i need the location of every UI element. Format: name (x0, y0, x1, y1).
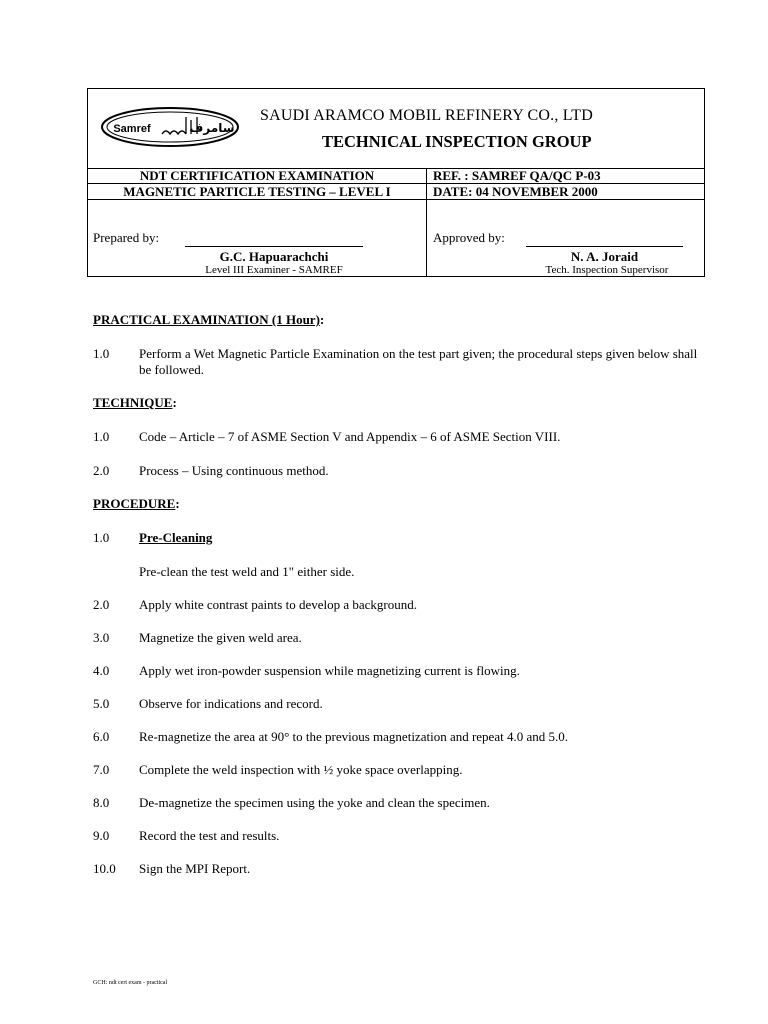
technique-item-2: 2.0 Process – Using continuous method. (93, 463, 329, 478)
approved-name: N. A. Joraid (570, 249, 639, 264)
logo-text-en: Samref (113, 123, 151, 135)
procedure-item: 3.0 Magnetize the given weld area. (93, 630, 302, 645)
header-top (88, 89, 704, 169)
header-row-subject (88, 184, 704, 200)
exam-subtitle: MAGNETIC PARTICLE TESTING – LEVEL I (88, 184, 427, 199)
procedure-item: 10.0 Sign the MPI Report. (93, 861, 251, 876)
issue-date: DATE: 04 NOVEMBER 2000 (433, 184, 598, 199)
technique-heading: TECHNIQUE: (93, 395, 177, 410)
procedure-item: 2.0 Apply white contrast paints to develop a background. (93, 597, 417, 612)
approved-label: Approved by: (433, 230, 505, 245)
ref-number: REF. : SAMREF QA/QC P-03 (433, 168, 601, 183)
practical-item-1: 1.0 Perform a Wet Magnetic Particle Examination on the test part given; the procedural steps given below shall be followed. (93, 346, 698, 377)
procedure-item: 5.0 Observe for indications and record. (93, 696, 323, 711)
prepared-role: Level III Examiner - SAMREF (205, 264, 343, 276)
practical-heading: PRACTICAL EXAMINATION (1 Hour): (93, 312, 325, 327)
procedure-item-1: 1.0 Pre-Cleaning (93, 530, 213, 545)
procedure-heading: PROCEDURE: (93, 496, 180, 511)
pre-cleaning-title: Pre-Cleaning (139, 530, 213, 545)
logo-text-ar: سامرف (189, 121, 235, 135)
footer-note: GCH: ndt cert exam - practical (93, 980, 168, 986)
group-name: TECHNICAL INSPECTION GROUP (322, 132, 592, 151)
approved-role: Tech. Inspection Supervisor (545, 264, 669, 276)
company-name: SAUDI ARAMCO MOBIL REFINERY CO., LTD (260, 107, 594, 124)
procedure-item-1-text: Pre-clean the test weld and 1" either side. (139, 564, 355, 579)
approved-signature-line (526, 246, 683, 247)
prepared-name: G.C. Hapuarachchi (219, 249, 329, 264)
procedure-item: 9.0 Record the test and results. (93, 828, 280, 843)
procedure-item: 7.0 Complete the weld inspection with ½ yoke space overlapping. (93, 762, 463, 777)
prepared-signature-line (185, 246, 363, 247)
exam-title: NDT CERTIFICATION EXAMINATION (88, 168, 427, 183)
prepared-by-block (88, 200, 427, 276)
header-row-exam (88, 168, 704, 184)
approved-by-block (427, 200, 704, 276)
samref-logo (100, 106, 240, 148)
document-header (87, 88, 705, 277)
procedure-item: 6.0 Re-magnetize the area at 90° to the previous magnetization and repeat 4.0 and 5.0. (93, 729, 568, 744)
technique-item-1: 1.0 Code – Article – 7 of ASME Section V and Appendix – 6 of ASME Section VIII. (93, 429, 561, 444)
procedure-item: 4.0 Apply wet iron-powder suspension while magnetizing current is flowing. (93, 663, 520, 678)
document-body (93, 312, 705, 877)
procedure-item: 8.0 De-magnetize the specimen using the yoke and clean the specimen. (93, 795, 490, 810)
prepared-label: Prepared by: (93, 230, 160, 245)
